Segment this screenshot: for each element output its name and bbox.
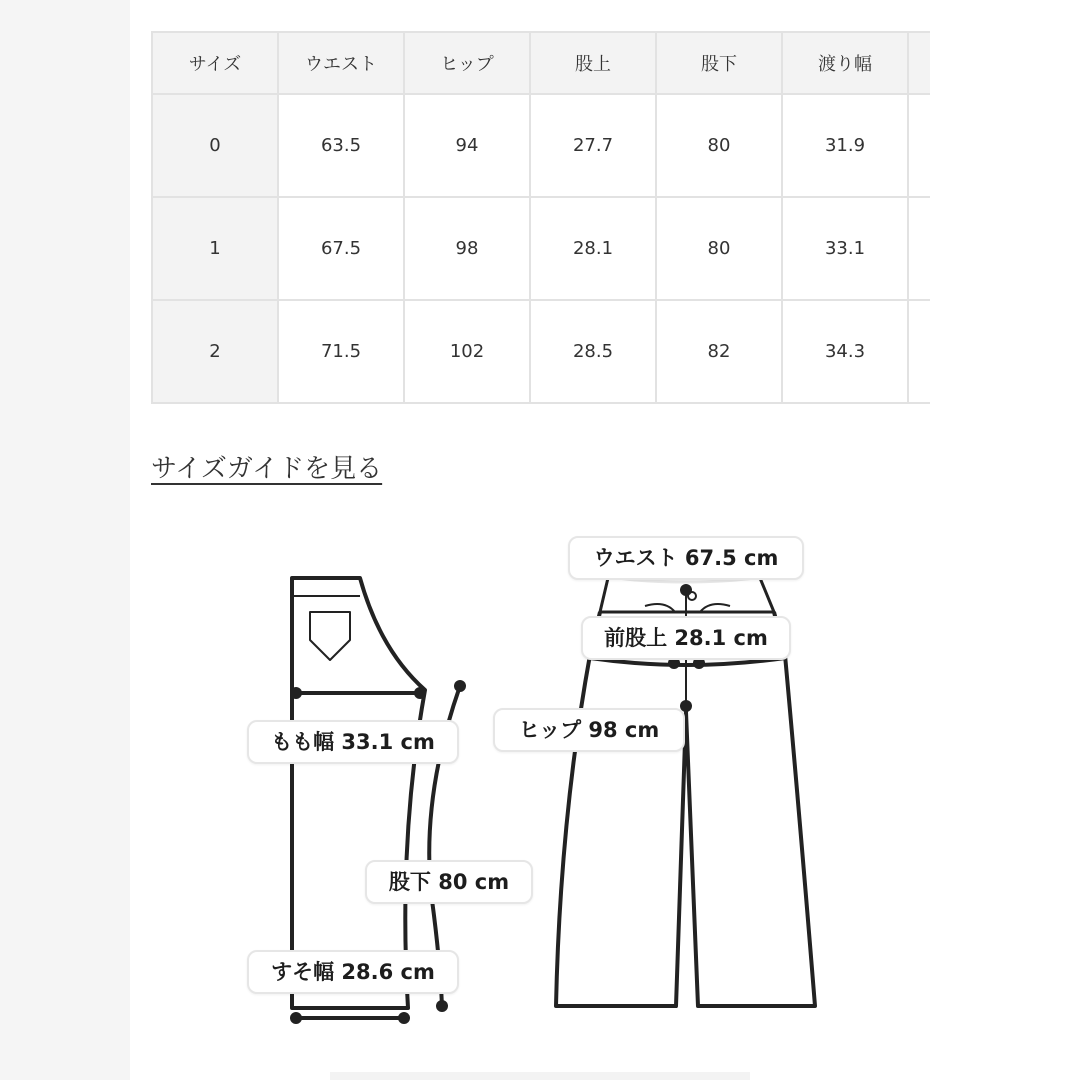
header-hip: ヒップ	[404, 32, 530, 94]
cell-hip: 94	[404, 94, 530, 197]
cell-rise: 28.1	[530, 197, 656, 300]
cell-waist: 71.5	[278, 300, 404, 403]
bottom-divider	[330, 1072, 750, 1080]
header-inseam: 股下	[656, 32, 782, 94]
cell-size: 0	[152, 94, 278, 197]
cell-size: 1	[152, 197, 278, 300]
pocket-icon	[310, 612, 350, 660]
header-waist: ウエスト	[278, 32, 404, 94]
hip-measurement-label: ヒップ 98 cm	[493, 708, 685, 752]
size-guide-link[interactable]: サイズガイドを見る	[151, 454, 383, 484]
thigh-width-measurement-label: もも幅 33.1 cm	[247, 720, 459, 764]
cell-rise: 28.5	[530, 300, 656, 403]
cell-inseam: 80	[656, 94, 782, 197]
cell-hip: 98	[404, 197, 530, 300]
cell-size: 2	[152, 300, 278, 403]
cell-thigh-width: 33.1	[782, 197, 908, 300]
cell-thigh-width: 34.3	[782, 300, 908, 403]
front-rise-measurement-label: 前股上 28.1 cm	[581, 616, 791, 660]
cell-rise: 27.7	[530, 94, 656, 197]
cell-waist: 63.5	[278, 94, 404, 197]
cell-inseam: 82	[656, 300, 782, 403]
cell-thigh-width: 31.9	[782, 94, 908, 197]
hem-width-measurement-label: すそ幅 28.6 cm	[247, 950, 459, 994]
header-thigh-width: 渡り幅	[782, 32, 908, 94]
header-rise: 股上	[530, 32, 656, 94]
cell-waist: 67.5	[278, 197, 404, 300]
header-size: サイズ	[152, 32, 278, 94]
inseam-measurement-label: 股下 80 cm	[365, 860, 533, 904]
waist-measurement-label: ウエスト 67.5 cm	[568, 536, 804, 580]
cell-hip: 102	[404, 300, 530, 403]
cell-inseam: 80	[656, 197, 782, 300]
